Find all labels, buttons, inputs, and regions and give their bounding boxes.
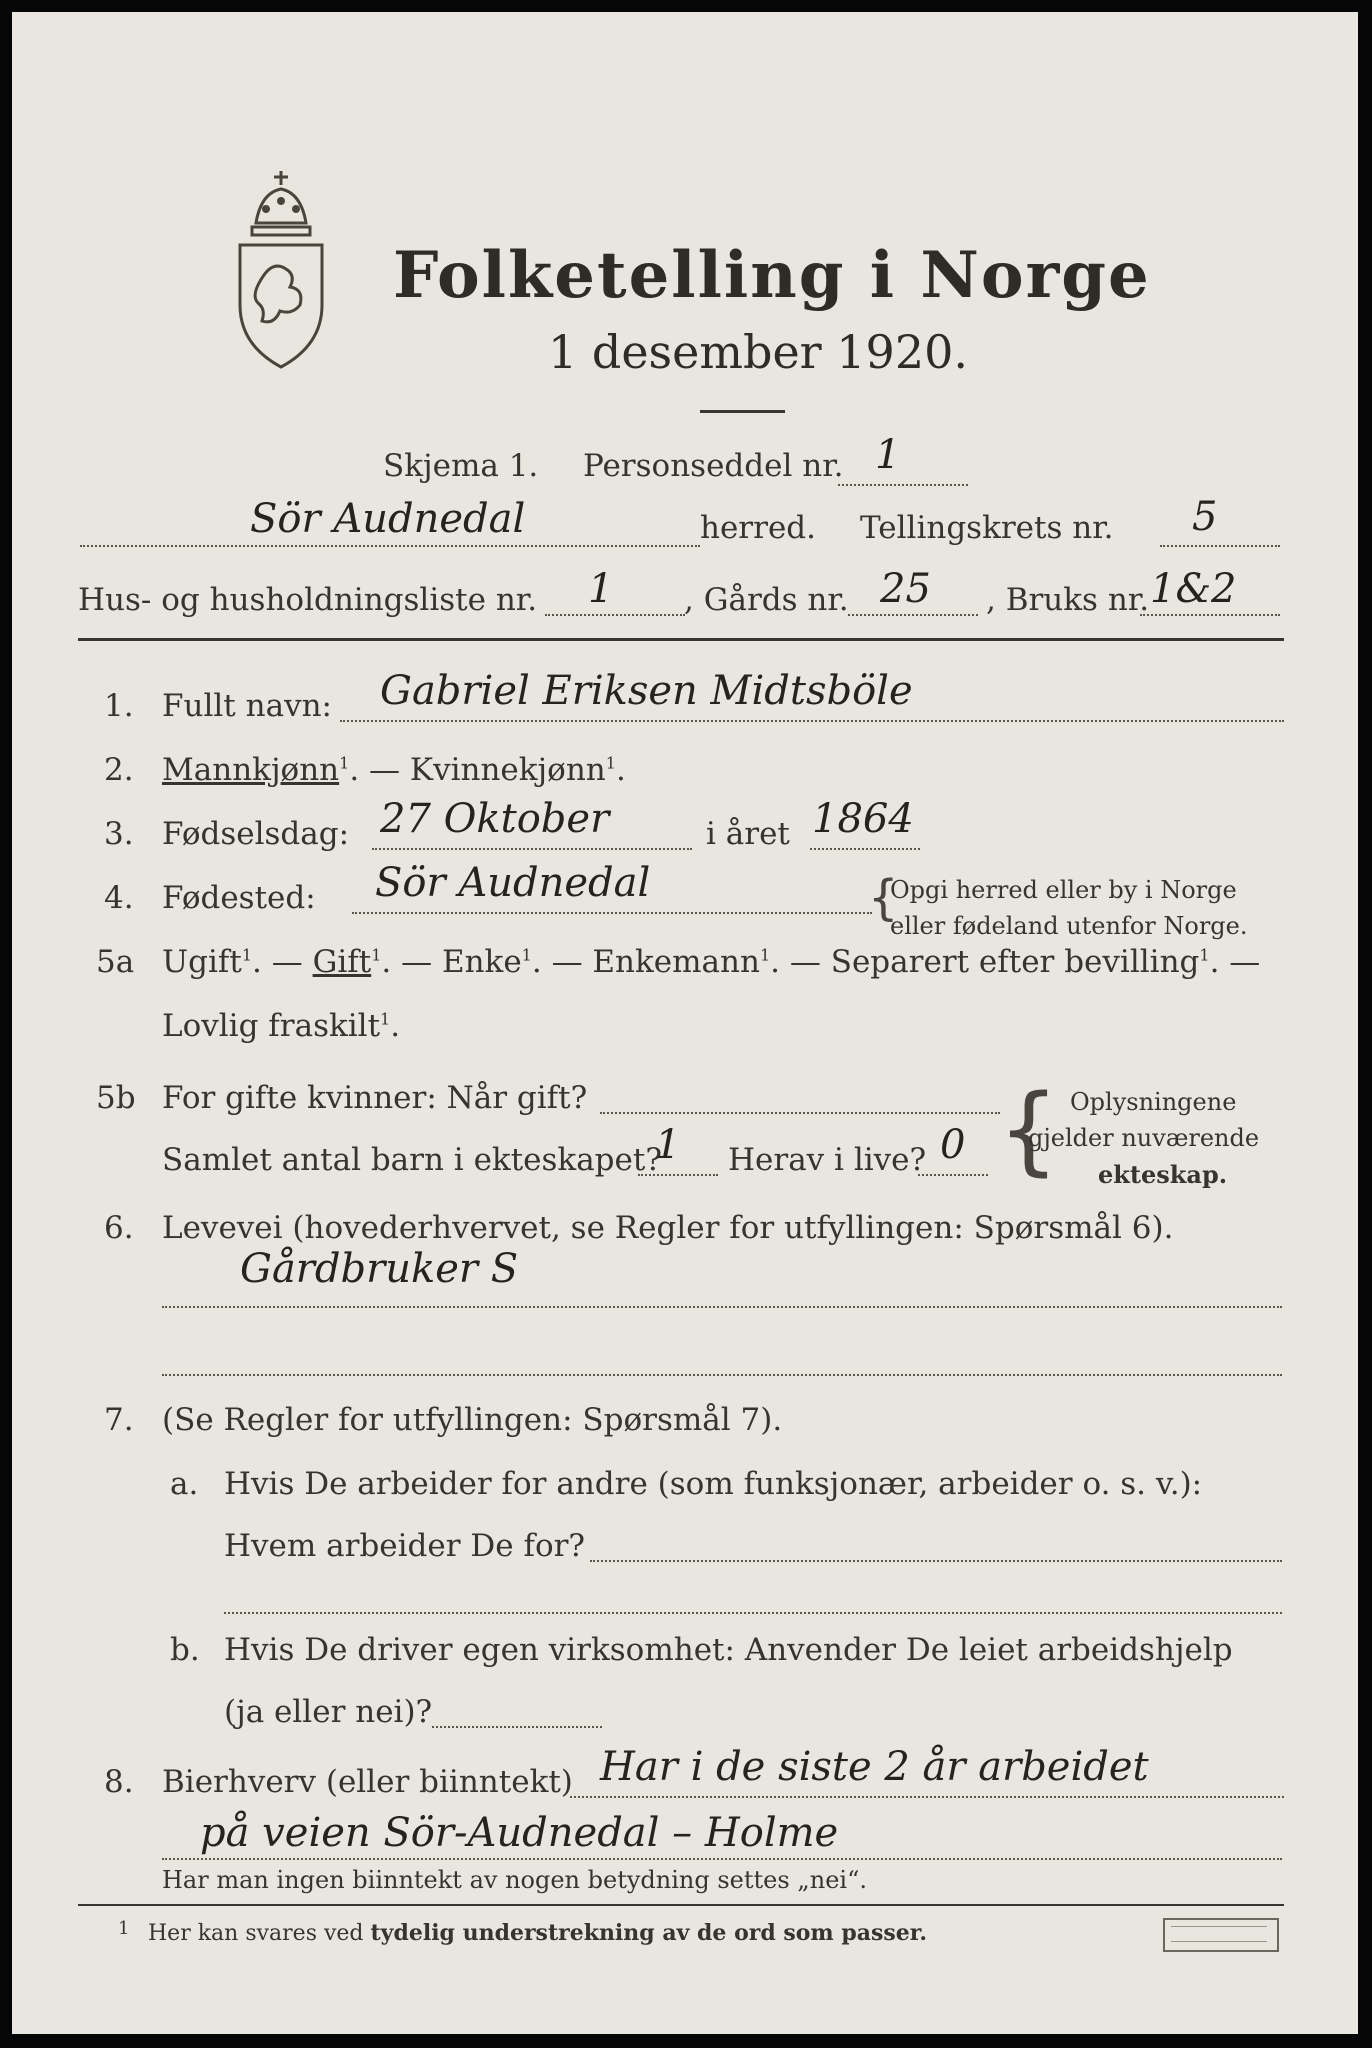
printer-stamp — [1163, 1918, 1279, 1952]
q4-number: 4. — [104, 880, 134, 916]
q3-year-line — [810, 848, 920, 850]
gards-label: , Gårds nr. — [684, 582, 849, 618]
footnote-ref: 1 — [1199, 945, 1210, 965]
marital-enke: Enke — [441, 944, 522, 980]
q5b-barn-label: Samlet antal barn i ekteskapet? — [162, 1142, 662, 1178]
q5b-note-line3: ekteskap. — [1098, 1160, 1228, 1189]
gender-female-option: Kvinnekjønn — [409, 752, 606, 788]
footnote-text-b: tydelig understrekning av de ord som passer. — [370, 1920, 928, 1946]
marital-separator: . — — [1209, 944, 1261, 980]
q5b-live-label: Herav i live? — [728, 1142, 927, 1178]
footnote-divider — [78, 1904, 1284, 1906]
q1-line — [340, 720, 1284, 722]
marital-separert: Separert efter bevilling — [830, 944, 1200, 980]
q5b-barn-line — [638, 1174, 718, 1176]
skjema-label: Skjema 1. — [383, 448, 539, 484]
gender-options — [162, 752, 626, 788]
marital-separator: . — — [770, 944, 831, 980]
footnote-ref: 1 — [371, 945, 382, 965]
q1-number: 1. — [104, 688, 134, 724]
norwegian-lion-crest-icon — [226, 165, 336, 375]
q3-line — [372, 848, 692, 850]
marital-lovlig: Lovlig fraskilt$^1$. — [162, 1008, 401, 1044]
bruks-label: , Bruks nr. — [986, 582, 1150, 618]
footnote-ref: 1 — [605, 753, 616, 773]
herred-line — [80, 545, 700, 547]
birthyear-value: 1864 — [812, 796, 914, 842]
herred-value: Sör Audnedal — [250, 496, 526, 542]
q4-note-line2: eller fødeland utenfor Norge. — [890, 912, 1248, 940]
q5a-number: 5a — [96, 944, 135, 980]
q4-label: Fødested: — [162, 880, 316, 916]
footnote-mark: 1 — [118, 1918, 130, 1939]
footnote-ref: 1 — [339, 753, 350, 773]
q7-label: (Se Regler for utfyllingen: Spørsmål 7). — [162, 1402, 783, 1438]
personseddel-line — [838, 484, 968, 486]
marital-separator: . — — [381, 944, 442, 980]
children-total-value: 1 — [655, 1122, 681, 1168]
q7b-line — [432, 1726, 602, 1728]
husholdningsliste-value: 1 — [588, 566, 614, 612]
q7b-label2: (ja eller nei)? — [224, 1694, 433, 1730]
herred-label: herred. — [700, 510, 816, 546]
gender-end: . — [615, 752, 626, 788]
q7a-number: a. — [170, 1466, 199, 1502]
tellingskrets-value: 5 — [1192, 494, 1218, 540]
marital-ugift: Ugift — [162, 944, 242, 980]
q5b-note-line2: gjelder nuværende — [1028, 1124, 1260, 1152]
q5b-live-line — [918, 1174, 988, 1176]
q8-label: Bierhverv (eller biinntekt) — [162, 1764, 573, 1800]
footnote-ref: 1 — [521, 945, 532, 965]
children-alive-value: 0 — [940, 1122, 966, 1168]
q7-number: 7. — [104, 1402, 134, 1438]
husholdningsliste-line — [545, 614, 685, 616]
marital-gift: Gift — [312, 944, 372, 980]
q4-note-line1: Opgi herred eller by i Norge — [890, 876, 1237, 904]
birthdate-value: 27 Oktober — [380, 796, 610, 842]
q5b-note-line1: Oplysningene — [1070, 1088, 1237, 1116]
tellingskrets-label: Tellingskrets nr. — [860, 510, 1114, 546]
footnote-ref: 1 — [759, 945, 771, 965]
q8-number: 8. — [104, 1764, 134, 1800]
full-name-value: Gabriel Eriksen Midtsböle — [380, 668, 913, 714]
marital-status-options — [162, 944, 1260, 980]
q7a-line1 — [590, 1560, 1282, 1562]
q6-line1 — [162, 1306, 1282, 1308]
q7b-label: Hvis De driver egen virksomhet: Anvender De leiet arbeidshjelp — [224, 1632, 1233, 1668]
side-income-value1: Har i de siste 2 år arbeidet — [600, 1744, 1149, 1790]
footnote-ref: 1 — [380, 1009, 391, 1029]
q4-line — [352, 912, 872, 914]
footnote-text — [148, 1920, 927, 1946]
bruks-line — [1140, 614, 1280, 616]
footnote-ref: 1 — [241, 945, 253, 965]
title-divider — [700, 410, 785, 413]
q7a-label: Hvis De arbeider for andre (som funksjonær, arbeider o. s. v.): — [224, 1466, 1203, 1502]
q3-label: Fødselsdag: — [162, 816, 350, 852]
marital-enkemann: Enkemann — [592, 944, 760, 980]
q7a-label2: Hvem arbeider De for? — [224, 1528, 586, 1564]
q6-label: Levevei (hovederhvervet, se Regler for utfyllingen: Spørsmål 6). — [162, 1210, 1174, 1246]
q6-line2 — [162, 1374, 1282, 1376]
side-income-value2: på veien Sör-Audnedal – Holme — [200, 1810, 839, 1856]
q6-number: 6. — [104, 1210, 134, 1246]
form-title: Folketelling i Norge — [393, 238, 1151, 313]
tellingskrets-line — [1160, 545, 1280, 547]
q5b-brace: { — [998, 1074, 1060, 1186]
q5b-label: For gifte kvinner: Når gift? — [162, 1080, 588, 1116]
q1-label: Fullt navn: — [162, 688, 332, 724]
husholdningsliste-label: Hus- og husholdningsliste nr. — [78, 582, 538, 618]
occupation-value: Gårdbruker S — [240, 1246, 519, 1292]
personseddel-value: 1 — [875, 432, 901, 478]
q8-line1 — [570, 1796, 1284, 1798]
gards-value: 25 — [880, 566, 931, 612]
q3-number: 3. — [104, 816, 134, 852]
q4-brace: { — [868, 870, 899, 926]
header-divider — [78, 638, 1284, 641]
census-date: 1 desember 1920. — [548, 325, 968, 379]
marital-separator: . — — [531, 944, 593, 980]
q2-number: 2. — [104, 752, 134, 788]
marital-separator: . — — [252, 944, 313, 980]
footnote-text-a: Her kan svares ved — [148, 1921, 371, 1946]
q5b-number: 5b — [96, 1080, 136, 1116]
q3-year-label: i året — [706, 816, 790, 852]
q8-note: Har man ingen biinntekt av nogen betydning settes „nei“. — [162, 1866, 867, 1894]
q5b-line — [600, 1112, 1000, 1114]
bruks-value: 1&2 — [1150, 566, 1237, 612]
birthplace-value: Sör Audnedal — [375, 860, 651, 906]
personseddel-label: Personseddel nr. — [583, 448, 844, 484]
gender-separator: . — — [349, 752, 410, 788]
marital-lovlig-label: Lovlig fraskilt — [162, 1008, 381, 1044]
gender-male-option: Mannkjønn — [162, 752, 340, 788]
q7a-line2 — [224, 1612, 1282, 1614]
q7b-number: b. — [170, 1632, 200, 1668]
gards-line — [848, 614, 978, 616]
q8-line2 — [162, 1858, 1282, 1860]
printer-stamp-inner — [1171, 1926, 1267, 1942]
